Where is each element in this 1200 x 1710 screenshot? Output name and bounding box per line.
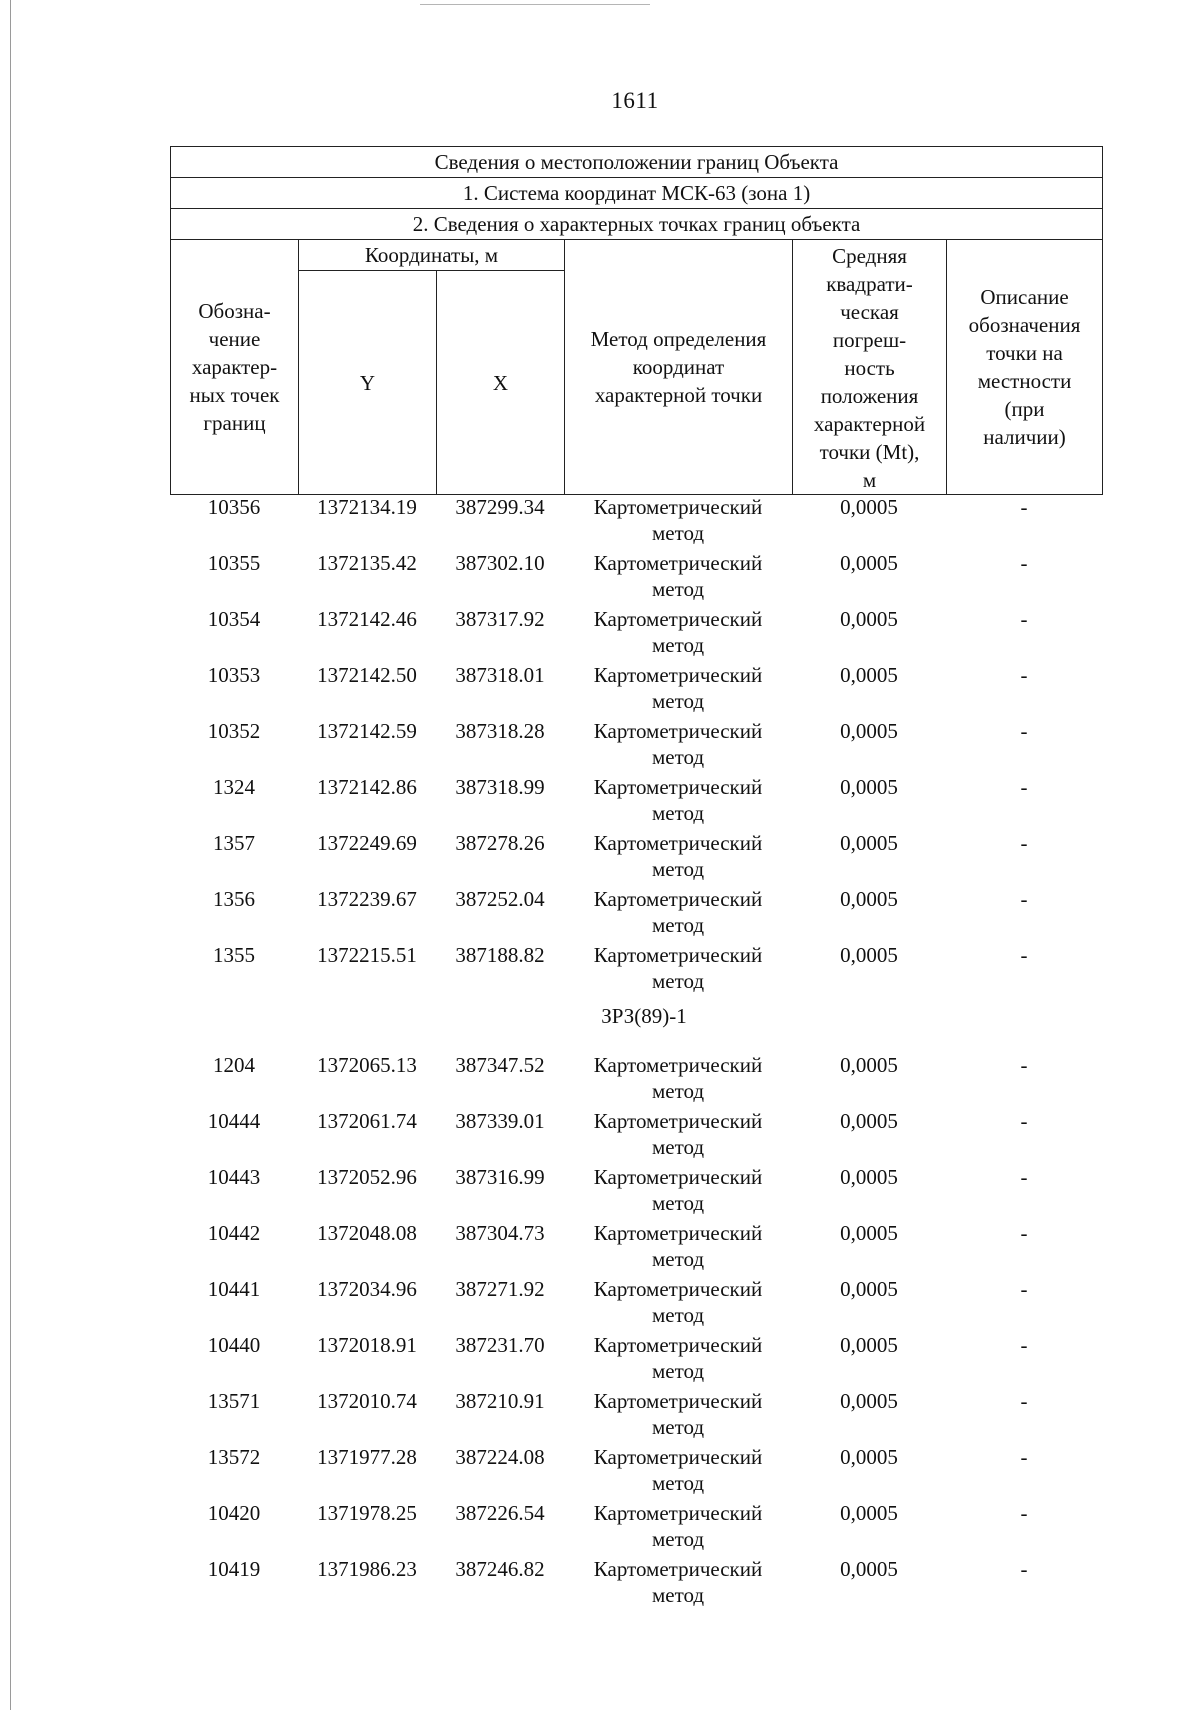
table-row xyxy=(170,606,1102,662)
coordinate-x: 387299.34 xyxy=(455,495,545,519)
column-header-x: X xyxy=(437,271,565,495)
column-header-description xyxy=(947,240,1103,495)
coordinate-y: 1372142.86 xyxy=(317,775,417,799)
coordinate-x: 387278.26 xyxy=(455,831,545,855)
point-id: 13572 xyxy=(207,1445,261,1469)
coordinate-y: 1372215.51 xyxy=(317,943,417,967)
point-id: 10355 xyxy=(207,551,261,575)
column-header-coordinates: Координаты, м xyxy=(299,240,565,271)
description-cell: - xyxy=(1020,1557,1028,1581)
method-cell: Картометрический метод xyxy=(593,495,763,545)
table-row xyxy=(170,1388,1102,1444)
point-id: 10440 xyxy=(207,1333,261,1357)
point-id: 1356 xyxy=(213,887,255,911)
table-row xyxy=(170,494,1102,550)
coordinate-y: 1371978.25 xyxy=(317,1501,417,1525)
description-cell: - xyxy=(1020,943,1028,967)
description-cell: - xyxy=(1020,1053,1028,1077)
coordinate-y: 1372048.08 xyxy=(317,1221,417,1245)
point-id: 10420 xyxy=(207,1501,261,1525)
column-header-designation xyxy=(171,240,299,495)
table-title: Сведения о местоположении границ Объекта xyxy=(171,147,1103,178)
coordinate-x: 387339.01 xyxy=(455,1109,545,1133)
coordinate-x: 387231.70 xyxy=(455,1333,545,1357)
coordinate-y: 1372065.13 xyxy=(317,1053,417,1077)
table-row xyxy=(170,1052,1102,1108)
point-id: 10444 xyxy=(207,1109,261,1133)
point-id: 10442 xyxy=(207,1221,261,1245)
error-cell: 0,0005 xyxy=(840,1053,898,1077)
description-cell: - xyxy=(1020,1165,1028,1189)
method-cell: Картометрический метод xyxy=(593,775,763,825)
point-id: 10353 xyxy=(207,663,261,687)
section-label-text: ЗРЗ(89)-1 xyxy=(601,1004,687,1028)
description-cell: - xyxy=(1020,775,1028,799)
method-cell: Картометрический метод xyxy=(593,1333,763,1383)
boundary-points-table-header xyxy=(170,146,1103,495)
error-cell: 0,0005 xyxy=(840,1389,898,1413)
coordinate-x: 387302.10 xyxy=(455,551,545,575)
page-number: 1611 xyxy=(611,88,659,113)
coordinate-x: 387210.91 xyxy=(455,1389,545,1413)
table-row xyxy=(170,1556,1102,1612)
method-cell: Картометрический метод xyxy=(593,719,763,769)
table-row xyxy=(170,1332,1102,1388)
coordinate-x: 387318.28 xyxy=(455,719,545,743)
method-cell: Картометрический метод xyxy=(593,607,763,657)
coordinate-x: 387316.99 xyxy=(455,1165,545,1189)
method-cell: Картометрический метод xyxy=(593,943,763,993)
method-cell: Картометрический метод xyxy=(593,1501,763,1551)
error-cell: 0,0005 xyxy=(840,775,898,799)
coordinate-system-heading: 1. Система координат МСК-63 (зона 1) xyxy=(171,178,1103,209)
coordinate-y: 1372249.69 xyxy=(317,831,417,855)
method-cell: Картометрический метод xyxy=(593,1109,763,1159)
method-cell: Картометрический метод xyxy=(593,1277,763,1327)
table-row xyxy=(170,886,1102,942)
description-cell: - xyxy=(1020,1277,1028,1301)
error-cell: 0,0005 xyxy=(840,1277,898,1301)
point-id: 1204 xyxy=(213,1053,255,1077)
method-cell: Картометрический метод xyxy=(593,1389,763,1439)
method-cell: Картометрический метод xyxy=(593,1445,763,1495)
description-cell: - xyxy=(1020,719,1028,743)
coordinate-x: 387246.82 xyxy=(455,1557,545,1581)
error-cell: 0,0005 xyxy=(840,1165,898,1189)
coordinate-y: 1372239.67 xyxy=(317,887,417,911)
method-cell: Картометрический метод xyxy=(593,887,763,937)
method-header-text: Метод определения координат характерной точки xyxy=(590,327,767,407)
description-cell: - xyxy=(1020,495,1028,519)
error-cell: 0,0005 xyxy=(840,551,898,575)
designation-header-text: Обозна- чение характер- ных точек границ xyxy=(189,299,280,435)
coordinate-x: 387304.73 xyxy=(455,1221,545,1245)
point-id: 10441 xyxy=(207,1277,261,1301)
coordinate-y: 1372034.96 xyxy=(317,1277,417,1301)
method-cell: Картометрический метод xyxy=(593,1053,763,1103)
coordinate-y: 1372142.46 xyxy=(317,607,417,631)
table-row xyxy=(170,830,1102,886)
method-cell: Картометрический метод xyxy=(593,1165,763,1215)
error-cell: 0,0005 xyxy=(840,719,898,743)
coordinate-y: 1372052.96 xyxy=(317,1165,417,1189)
coordinate-x: 387226.54 xyxy=(455,1501,545,1525)
error-cell: 0,0005 xyxy=(840,1501,898,1525)
section-label xyxy=(170,998,1102,1052)
column-header-y: Y xyxy=(299,271,437,495)
column-header-method xyxy=(565,240,793,495)
point-id: 10419 xyxy=(207,1557,261,1581)
description-cell: - xyxy=(1020,887,1028,911)
rows-group-main xyxy=(170,494,1102,998)
coordinate-x: 387188.82 xyxy=(455,943,545,967)
description-cell: - xyxy=(1020,1501,1028,1525)
error-cell: 0,0005 xyxy=(840,943,898,967)
coordinate-x: 387252.04 xyxy=(455,887,545,911)
point-id: 1324 xyxy=(213,775,255,799)
error-cell: 0,0005 xyxy=(840,1557,898,1581)
point-id: 1357 xyxy=(213,831,255,855)
coordinate-y: 1372134.19 xyxy=(317,495,417,519)
table-row xyxy=(170,1500,1102,1556)
coordinate-y: 1372010.74 xyxy=(317,1389,417,1413)
coordinate-x: 387318.01 xyxy=(455,663,545,687)
point-id: 10354 xyxy=(207,607,261,631)
table-row xyxy=(170,1164,1102,1220)
method-cell: Картометрический метод xyxy=(593,663,763,713)
scan-artifact-top-line xyxy=(420,4,650,5)
description-cell: - xyxy=(1020,1109,1028,1133)
boundary-points-table-body xyxy=(170,494,1102,1612)
error-cell: 0,0005 xyxy=(840,1221,898,1245)
error-cell: 0,0005 xyxy=(840,1445,898,1469)
table-row xyxy=(170,662,1102,718)
scan-artifact-left-edge xyxy=(10,0,11,1710)
error-cell: 0,0005 xyxy=(840,1333,898,1357)
table-row xyxy=(170,718,1102,774)
description-header-text: Описание обозначения точки на местности (при наличии) xyxy=(968,285,1081,449)
coordinate-y: 1372018.91 xyxy=(317,1333,417,1357)
coordinate-x: 387318.99 xyxy=(455,775,545,799)
description-cell: - xyxy=(1020,663,1028,687)
error-cell: 0,0005 xyxy=(840,1109,898,1133)
table-row xyxy=(170,1276,1102,1332)
description-cell: - xyxy=(1020,1389,1028,1413)
table-row xyxy=(170,1220,1102,1276)
coordinate-y: 1372135.42 xyxy=(317,551,417,575)
error-cell: 0,0005 xyxy=(840,495,898,519)
coordinate-y: 1371977.28 xyxy=(317,1445,417,1469)
coordinate-y: 1372142.59 xyxy=(317,719,417,743)
method-cell: Картометрический метод xyxy=(593,551,763,601)
point-id: 10352 xyxy=(207,719,261,743)
table-row xyxy=(170,774,1102,830)
coordinate-x: 387347.52 xyxy=(455,1053,545,1077)
error-cell: 0,0005 xyxy=(840,831,898,855)
method-cell: Картометрический метод xyxy=(593,831,763,881)
column-header-error xyxy=(793,240,947,495)
description-cell: - xyxy=(1020,1333,1028,1357)
rows-group-zrz xyxy=(170,1052,1102,1612)
coordinate-y: 1371986.23 xyxy=(317,1557,417,1581)
point-id: 10443 xyxy=(207,1165,261,1189)
description-cell: - xyxy=(1020,551,1028,575)
error-cell: 0,0005 xyxy=(840,887,898,911)
table-row xyxy=(170,550,1102,606)
table-row xyxy=(170,942,1102,998)
coordinate-y: 1372061.74 xyxy=(317,1109,417,1133)
description-cell: - xyxy=(1020,831,1028,855)
description-cell: - xyxy=(1020,1221,1028,1245)
point-id: 10356 xyxy=(207,495,261,519)
error-header-text: Средняя квадрати- ческая погреш- ность положения характерной точки (Mt), м xyxy=(813,244,926,492)
error-cell: 0,0005 xyxy=(840,607,898,631)
coordinate-y: 1372142.50 xyxy=(317,663,417,687)
table-row xyxy=(170,1108,1102,1164)
method-cell: Картометрический метод xyxy=(593,1557,763,1607)
point-id: 1355 xyxy=(213,943,255,967)
coordinate-x: 387317.92 xyxy=(455,607,545,631)
description-cell: - xyxy=(1020,607,1028,631)
coordinate-x: 387271.92 xyxy=(455,1277,545,1301)
method-cell: Картометрический метод xyxy=(593,1221,763,1271)
error-cell: 0,0005 xyxy=(840,663,898,687)
point-id: 13571 xyxy=(207,1389,261,1413)
description-cell: - xyxy=(1020,1445,1028,1469)
coordinate-x: 387224.08 xyxy=(455,1445,545,1469)
points-heading: 2. Сведения о характерных точках границ объекта xyxy=(171,209,1103,240)
table-row xyxy=(170,1444,1102,1500)
